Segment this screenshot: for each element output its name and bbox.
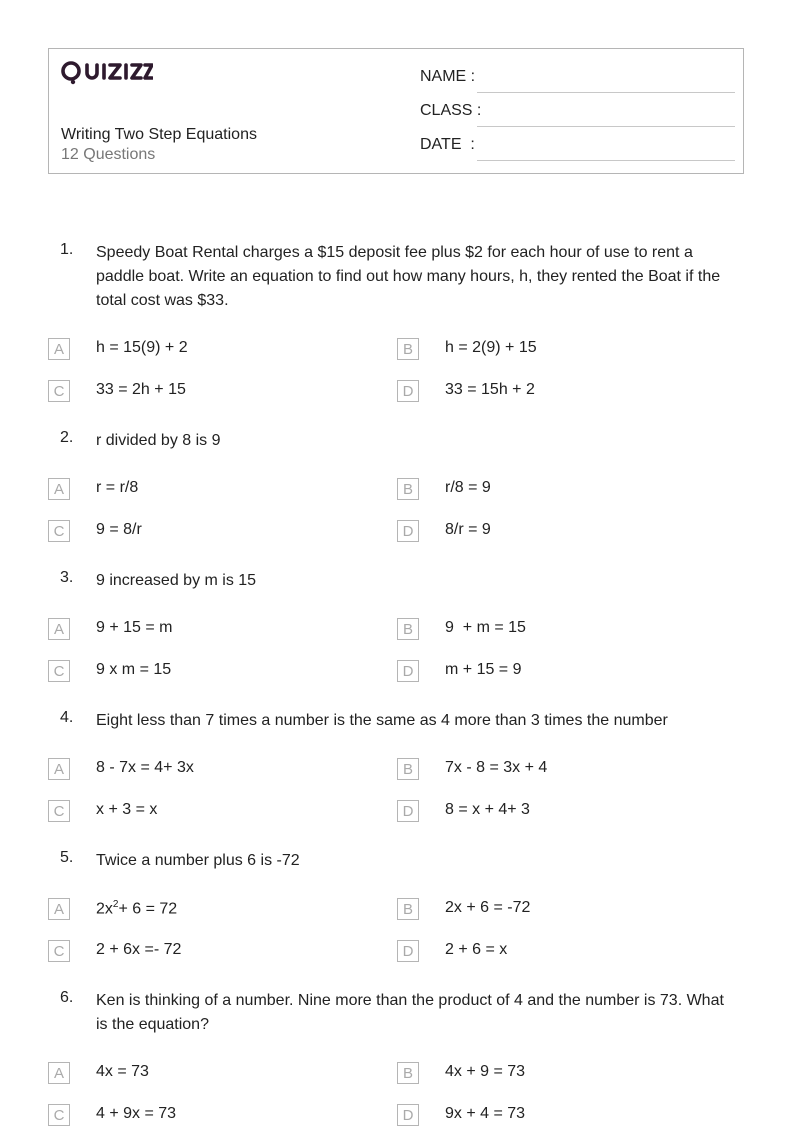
option-5d[interactable] [397,940,717,964]
option-text-exponent: 2 [112,899,119,910]
option-4b[interactable] [397,758,717,782]
option-letter: B [397,478,419,500]
date-label: DATE : [420,136,475,153]
option-text: 33 = 15h + 2 [445,381,535,398]
option-text: m + 15 = 9 [445,661,522,678]
option-5a[interactable] [48,898,368,922]
option-letter: C [48,520,70,542]
option-text: 8 - 7x = 4+ 3x [96,759,194,776]
option-letter: D [397,660,419,682]
option-text: x + 3 = x [96,801,158,818]
date-line[interactable] [477,160,735,161]
question-text: Eight less than 7 times a number is the same as 4 more than 3 times the number [96,712,668,729]
option-letter: D [397,520,419,542]
option-letter: A [48,618,70,640]
option-text: 2 + 6x =- 72 [96,941,182,958]
quizizz-logo [61,59,153,90]
option-letter: B [397,338,419,360]
option-2b[interactable] [397,478,717,502]
option-text: 4 + 9x = 73 [96,1105,177,1122]
date-field[interactable] [420,136,735,160]
option-text: 33 = 2h + 15 [96,381,186,398]
question-text: Twice a number plus 6 is -72 [96,852,300,869]
option-text: 8 = x + 4+ 3 [445,801,530,818]
option-1a[interactable] [48,338,368,362]
option-1c[interactable] [48,380,368,404]
option-text: 9x + 4 = 73 [445,1105,526,1122]
option-text [96,899,177,918]
option-6b[interactable] [397,1062,717,1086]
name-field[interactable] [420,68,735,92]
worksheet-title: Writing Two Step Equations [61,126,257,143]
option-3b[interactable] [397,618,717,642]
option-4c[interactable] [48,800,368,824]
option-2d[interactable] [397,520,717,544]
option-text: h = 15(9) + 2 [96,339,188,356]
option-text: 4x = 73 [96,1063,149,1080]
option-letter: A [48,898,70,920]
option-letter: C [48,940,70,962]
option-letter: B [397,1062,419,1084]
name-label: NAME : [420,68,476,85]
option-letter: D [397,940,419,962]
option-letter: B [397,898,419,920]
option-text: r/8 = 9 [445,479,491,496]
question-number: 3. [60,569,74,586]
option-letter: D [397,800,419,822]
option-text: 2x + 6 = -72 [445,899,531,916]
option-letter: A [48,338,70,360]
class-line[interactable] [477,126,735,127]
option-2c[interactable] [48,520,368,544]
option-letter: A [48,1062,70,1084]
option-letter: C [48,800,70,822]
option-text: h = 2(9) + 15 [445,339,537,356]
option-text: 7x - 8 = 3x + 4 [445,759,548,776]
option-text: 4x + 9 = 73 [445,1063,526,1080]
question-text: Speedy Boat Rental charges a $15 deposit fee plus $2 for each hour of use to rent a paddle boat. Write an equation to find out how many hours, h, they rented the Boat if the total cost was $33. [96,244,721,309]
option-letter: D [397,1104,419,1126]
option-letter: C [48,1104,70,1126]
option-letter: B [397,758,419,780]
option-text: 8/r = 9 [445,521,491,538]
option-6a[interactable] [48,1062,368,1086]
option-letter: C [48,380,70,402]
question-text: Ken is thinking of a number. Nine more than the product of 4 and the number is 73. What is the equation? [96,992,724,1033]
option-3a[interactable] [48,618,368,642]
class-field[interactable] [420,102,735,126]
option-letter: A [48,478,70,500]
option-5b[interactable] [397,898,717,922]
option-letter: D [397,380,419,402]
worksheet-header [48,48,744,174]
question-number: 5. [60,849,74,866]
option-text: 9 = 8/r [96,521,142,538]
option-1b[interactable] [397,338,717,362]
option-text: 9 x m = 15 [96,661,172,678]
question-number: 6. [60,989,74,1006]
question-text: 9 increased by m is 15 [96,572,257,589]
question-number: 4. [60,709,74,726]
option-5c[interactable] [48,940,368,964]
option-6d[interactable] [397,1104,717,1128]
option-letter: C [48,660,70,682]
option-text: 9 + 15 = m [96,619,173,636]
option-letter: A [48,758,70,780]
option-3c[interactable] [48,660,368,684]
option-letter: B [397,618,419,640]
option-4a[interactable] [48,758,368,782]
option-text: 9 + m = 15 [445,619,526,636]
option-4d[interactable] [397,800,717,824]
option-1d[interactable] [397,380,717,404]
option-text-base: 2x [96,900,113,918]
name-line[interactable] [477,92,735,93]
option-text: 2 + 6 = x [445,941,508,958]
question-number: 1. [60,241,74,258]
option-3d[interactable] [397,660,717,684]
question-text: r divided by 8 is 9 [96,432,221,449]
question-count: 12 Questions [61,146,156,163]
option-text-rest: + 6 = 72 [118,900,178,918]
question-number: 2. [60,429,74,446]
option-text: r = r/8 [96,479,139,496]
option-6c[interactable] [48,1104,368,1128]
option-2a[interactable] [48,478,368,502]
class-label: CLASS : [420,102,482,119]
